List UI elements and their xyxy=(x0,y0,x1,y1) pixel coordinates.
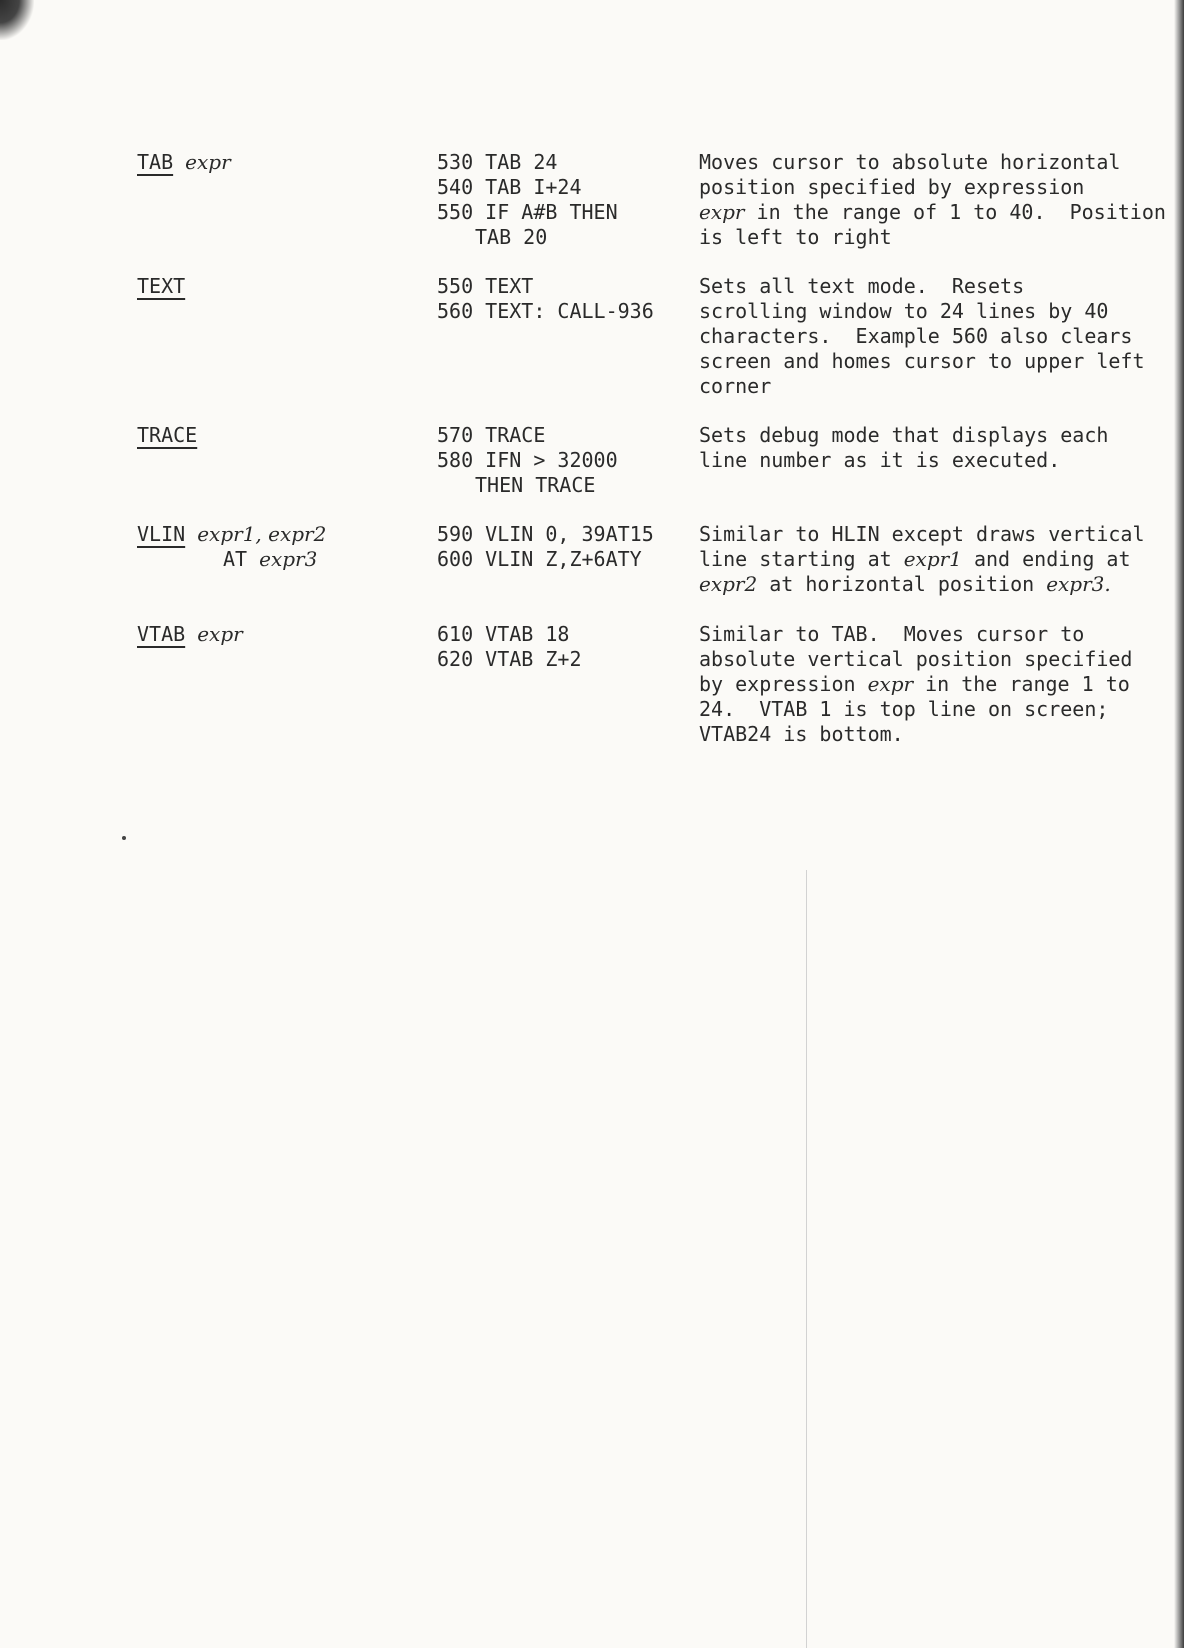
example-line: 570 TRACE xyxy=(437,423,546,447)
command-examples xyxy=(437,522,687,572)
description-line xyxy=(699,349,1184,374)
command-syntax xyxy=(137,522,417,572)
description-line xyxy=(699,299,1184,324)
description-text: is left to right xyxy=(699,225,892,249)
description-argument: expr xyxy=(699,200,745,224)
command-examples xyxy=(437,622,687,672)
description-text: Sets all text mode. Resets xyxy=(699,274,1025,298)
command-description xyxy=(699,150,1184,250)
description-text: line starting at xyxy=(699,547,904,571)
command-description xyxy=(699,622,1184,747)
description-text: in the range of 1 to 40. Position xyxy=(744,200,1166,224)
command-examples xyxy=(437,150,687,250)
example-line: 610 VTAB 18 xyxy=(437,622,570,646)
command-syntax xyxy=(137,622,417,647)
command-examples xyxy=(437,423,687,498)
description-text: absolute vertical position specified xyxy=(699,647,1133,671)
description-text: Similar to HLIN except draws vertical xyxy=(699,522,1145,546)
description-text: position specified by expression xyxy=(699,175,1085,199)
example-line: 590 VLIN 0, 39AT15 xyxy=(437,522,654,546)
description-line xyxy=(699,200,1184,225)
description-text: 24. VTAB 1 is top line on screen; xyxy=(699,697,1109,721)
description-text: Similar to TAB. Moves cursor to xyxy=(699,622,1085,646)
description-argument: expr1 xyxy=(903,547,962,571)
stray-mark xyxy=(122,836,126,840)
description-text: by expression xyxy=(699,672,868,696)
example-line: THEN TRACE xyxy=(475,473,596,497)
description-line xyxy=(699,522,1184,547)
description-line xyxy=(699,547,1184,572)
example-line: 560 TEXT: CALL-936 xyxy=(437,299,654,323)
example-line: 530 TAB 24 xyxy=(437,150,558,174)
description-text: screen and homes cursor to upper left xyxy=(699,349,1145,373)
example-line: 550 TEXT xyxy=(437,274,534,298)
description-line xyxy=(699,324,1184,349)
command-syntax xyxy=(137,150,417,175)
command-keyword: VLIN xyxy=(137,522,186,546)
description-line xyxy=(699,150,1184,175)
description-argument: expr2 xyxy=(699,572,758,596)
command-argument-line2 xyxy=(137,547,317,571)
description-argument: expr3. xyxy=(1046,572,1111,596)
description-line xyxy=(699,448,1184,473)
description-line xyxy=(699,697,1184,722)
description-line xyxy=(699,374,1184,399)
description-line xyxy=(699,423,1184,448)
command-keyword: TEXT xyxy=(137,274,186,298)
description-text: and ending at xyxy=(961,547,1131,571)
description-text: Sets debug mode that displays each xyxy=(699,423,1109,447)
command-syntax xyxy=(137,274,417,299)
command-argument: expr xyxy=(197,622,243,646)
command-keyword: VTAB xyxy=(137,622,186,646)
command-syntax xyxy=(137,423,417,448)
example-line: 580 IFN > 32000 xyxy=(437,448,618,472)
description-line xyxy=(699,274,1184,299)
description-text: VTAB24 is bottom. xyxy=(699,722,904,746)
description-text: line number as it is executed. xyxy=(699,448,1061,472)
command-keyword: TAB xyxy=(137,150,174,174)
description-line xyxy=(699,622,1184,647)
description-line xyxy=(699,672,1184,697)
description-line xyxy=(699,225,1184,250)
command-argument: expr1, expr2 xyxy=(197,522,327,546)
description-text: at horizontal position xyxy=(757,572,1047,596)
example-line: TAB 20 xyxy=(475,225,548,249)
example-line: 550 IF A#B THEN xyxy=(437,200,618,224)
description-line xyxy=(699,722,1184,747)
example-line: 600 VLIN Z,Z+6ATY xyxy=(437,547,642,571)
description-argument: expr xyxy=(867,672,914,696)
description-line xyxy=(699,572,1184,597)
example-line: 540 TAB I+24 xyxy=(437,175,582,199)
description-line xyxy=(699,647,1184,672)
scan-corner-shadow xyxy=(0,0,34,40)
command-argument: expr3 xyxy=(259,547,318,571)
description-text: characters. Example 560 also clears xyxy=(699,324,1133,348)
at-keyword: AT xyxy=(223,547,260,571)
command-examples xyxy=(437,274,687,324)
description-text: scrolling window to 24 lines by 40 xyxy=(699,299,1109,323)
command-keyword: TRACE xyxy=(137,423,198,447)
command-description xyxy=(699,423,1184,473)
page-fold-line xyxy=(806,870,807,1648)
description-text: corner xyxy=(699,374,772,398)
command-argument: expr xyxy=(185,150,231,174)
description-text: in the range 1 to xyxy=(913,672,1130,696)
command-description xyxy=(699,274,1184,399)
example-line: 620 VTAB Z+2 xyxy=(437,647,582,671)
description-text: Moves cursor to absolute horizontal xyxy=(699,150,1121,174)
description-line xyxy=(699,175,1184,200)
command-description xyxy=(699,522,1184,597)
